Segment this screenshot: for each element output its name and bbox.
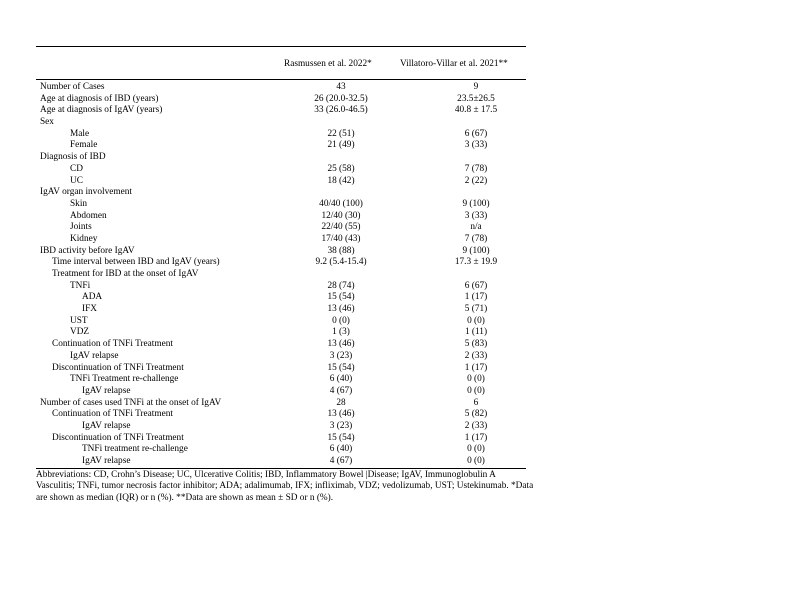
row-label: IBD activity before IgAV <box>40 245 135 256</box>
row-label: Kidney <box>70 233 98 244</box>
row-label: Age at diagnosis of IgAV (years) <box>40 105 163 116</box>
column-header-villatoro: Villatoro-Villar et al. 2021** <box>400 59 508 69</box>
value-villatoro: 9 (100) <box>462 245 490 256</box>
value-villatoro: 5 (82) <box>464 409 488 420</box>
value-rasmussen: 18 (42) <box>327 175 355 186</box>
value-villatoro: 0 (0) <box>467 456 485 466</box>
table-row <box>36 316 526 328</box>
table-row <box>36 374 526 386</box>
row-label: Male <box>70 128 90 139</box>
table-body <box>36 80 526 468</box>
table-row <box>36 456 526 468</box>
row-label: TNFi Treatment re-challenge <box>70 374 179 385</box>
table-header <box>36 47 526 79</box>
value-villatoro: 0 (0) <box>467 315 485 326</box>
value-villatoro: 0 (0) <box>467 444 485 455</box>
table-row <box>36 398 526 410</box>
value-villatoro: 1 (17) <box>464 362 488 373</box>
table-row <box>36 281 526 293</box>
row-label: Number of Cases <box>40 82 105 92</box>
row-label: Female <box>70 140 98 151</box>
value-rasmussen: 6 (40) <box>329 374 353 385</box>
row-label: IgAV relapse <box>82 456 131 466</box>
table-row <box>36 444 526 456</box>
value-villatoro: 6 (67) <box>464 280 488 291</box>
value-rasmussen: 4 (67) <box>329 385 353 396</box>
value-rasmussen: 15 (54) <box>327 292 355 303</box>
value-rasmussen: 15 (54) <box>327 432 355 443</box>
value-rasmussen: 17/40 (43) <box>321 233 361 244</box>
value-villatoro: 1 (17) <box>464 432 488 443</box>
row-label: ADA <box>82 292 103 303</box>
table-row <box>36 433 526 445</box>
value-villatoro: 5 (71) <box>464 304 488 315</box>
table-row <box>36 269 526 281</box>
value-rasmussen: 26 (20.0-32.5) <box>314 93 368 104</box>
row-label: Time interval between IBD and IgAV (years) <box>52 257 220 268</box>
value-rasmussen: 13 (46) <box>327 304 355 315</box>
table-row <box>36 363 526 375</box>
value-villatoro: 23.5±26.5 <box>457 93 495 104</box>
table-row <box>36 222 526 234</box>
value-villatoro: 7 (78) <box>464 233 488 244</box>
value-villatoro: 17.3 ± 19.9 <box>454 257 498 268</box>
value-villatoro: 0 (0) <box>467 385 485 396</box>
value-villatoro: 6 (67) <box>464 128 488 139</box>
row-label: Continuation of TNFi Treatment <box>52 339 173 350</box>
value-rasmussen: 22/40 (55) <box>321 222 361 233</box>
row-label: IFX <box>82 304 97 315</box>
row-label: Sex <box>40 117 54 128</box>
value-villatoro: 9 <box>473 82 479 92</box>
row-label: Age at diagnosis of IBD (years) <box>40 93 159 104</box>
table-row <box>36 187 526 199</box>
value-rasmussen: 15 (54) <box>327 362 355 373</box>
value-rasmussen: 12/40 (30) <box>321 210 361 221</box>
table-row <box>36 117 526 129</box>
value-rasmussen: 25 (58) <box>327 163 355 174</box>
row-label: IgAV relapse <box>70 350 119 361</box>
value-rasmussen: 38 (88) <box>327 245 355 256</box>
value-rasmussen: 40/40 (100) <box>319 198 363 209</box>
value-villatoro: 2 (33) <box>464 420 488 431</box>
value-villatoro: 2 (33) <box>464 350 488 361</box>
table-row <box>36 351 526 363</box>
table-row <box>36 246 526 258</box>
row-label: CD <box>70 163 83 174</box>
value-rasmussen: 33 (26.0-46.5) <box>314 105 368 116</box>
value-rasmussen: 43 <box>336 82 346 92</box>
value-rasmussen: 1 (3) <box>332 327 350 338</box>
row-label: UST <box>70 315 88 326</box>
row-label: IgAV relapse <box>82 385 131 396</box>
row-label: TNFi treatment re-challenge <box>82 444 188 455</box>
table-row <box>36 304 526 316</box>
value-villatoro: 40.8 ± 17.5 <box>454 105 498 116</box>
value-villatoro: 3 (33) <box>464 210 488 221</box>
value-villatoro: 7 (78) <box>464 163 488 174</box>
value-rasmussen: 13 (46) <box>327 409 355 420</box>
row-label: IgAV organ involvement <box>40 187 132 198</box>
value-villatoro: 6 <box>473 397 479 408</box>
value-rasmussen: 28 (74) <box>327 280 355 291</box>
table-row <box>36 339 526 351</box>
row-label: UC <box>70 175 83 186</box>
row-label: TNFi <box>70 280 91 291</box>
table-row <box>36 82 526 94</box>
value-rasmussen: 3 (23) <box>329 420 353 431</box>
value-rasmussen: 0 (0) <box>332 315 350 326</box>
value-villatoro: 1 (17) <box>464 292 488 303</box>
value-rasmussen: 3 (23) <box>329 350 353 361</box>
value-rasmussen: 21 (49) <box>327 140 355 151</box>
value-villatoro: 1 (11) <box>464 327 488 338</box>
table-row <box>36 292 526 304</box>
footnote: Abbreviations: CD, Crohn’s Disease; UC, Ulcerative Colitis; IBD, Inflammatory Bowel |Disease; IgAV, Immunoglobulin A Vasculitis; TNFi, tumor necrosis factor inhibitor; ADA; adalimumab, IFX; infliximab, VDZ; vedolizumab, UST; Ustekinumab. *Data are shown as median (IQR) or n (%). **Data are shown as mean ± SD or n (%). <box>36 469 534 504</box>
table-row <box>36 199 526 211</box>
value-villatoro: 2 (22) <box>464 175 488 186</box>
row-label: Treatment for IBD at the onset of IgAV <box>52 269 199 279</box>
row-label: Abdomen <box>70 210 107 221</box>
row-label: Discontinuation of TNFi Treatment <box>52 432 184 443</box>
value-villatoro: 9 (100) <box>462 198 490 209</box>
row-label: VDZ <box>70 327 90 338</box>
column-header-rasmussen: Rasmussen et al. 2022* <box>284 59 372 69</box>
value-rasmussen: 28 <box>336 397 346 408</box>
row-label: Diagnosis of IBD <box>40 152 106 163</box>
value-villatoro: 0 (0) <box>467 374 485 385</box>
table-row <box>36 211 526 223</box>
table-row <box>36 386 526 398</box>
value-villatoro: 3 (33) <box>464 140 488 151</box>
value-rasmussen: 4 (67) <box>329 456 353 466</box>
table-row <box>36 234 526 246</box>
table-row <box>36 152 526 164</box>
table-row <box>36 409 526 421</box>
table-row <box>36 140 526 152</box>
row-label: Skin <box>70 198 88 209</box>
document-table <box>36 46 534 505</box>
row-label: Number of cases used TNFi at the onset of IgAV <box>40 397 222 408</box>
row-label: Continuation of TNFi Treatment <box>52 409 173 420</box>
row-label: Joints <box>70 222 92 233</box>
table-row <box>36 176 526 188</box>
value-rasmussen: 22 (51) <box>327 128 355 139</box>
table-row <box>36 327 526 339</box>
row-label: IgAV relapse <box>82 420 131 431</box>
value-rasmussen: 6 (40) <box>329 444 353 455</box>
value-rasmussen: 9.2 (5.4-15.4) <box>315 257 367 268</box>
value-villatoro: n/a <box>470 222 482 233</box>
value-villatoro: 5 (83) <box>464 339 488 350</box>
table-row <box>36 421 526 433</box>
table-row <box>36 129 526 141</box>
table-row <box>36 164 526 176</box>
table-row <box>36 105 526 117</box>
table-row <box>36 94 526 106</box>
value-rasmussen: 13 (46) <box>327 339 355 350</box>
row-label: Discontinuation of TNFi Treatment <box>52 362 184 373</box>
table-row <box>36 257 526 269</box>
